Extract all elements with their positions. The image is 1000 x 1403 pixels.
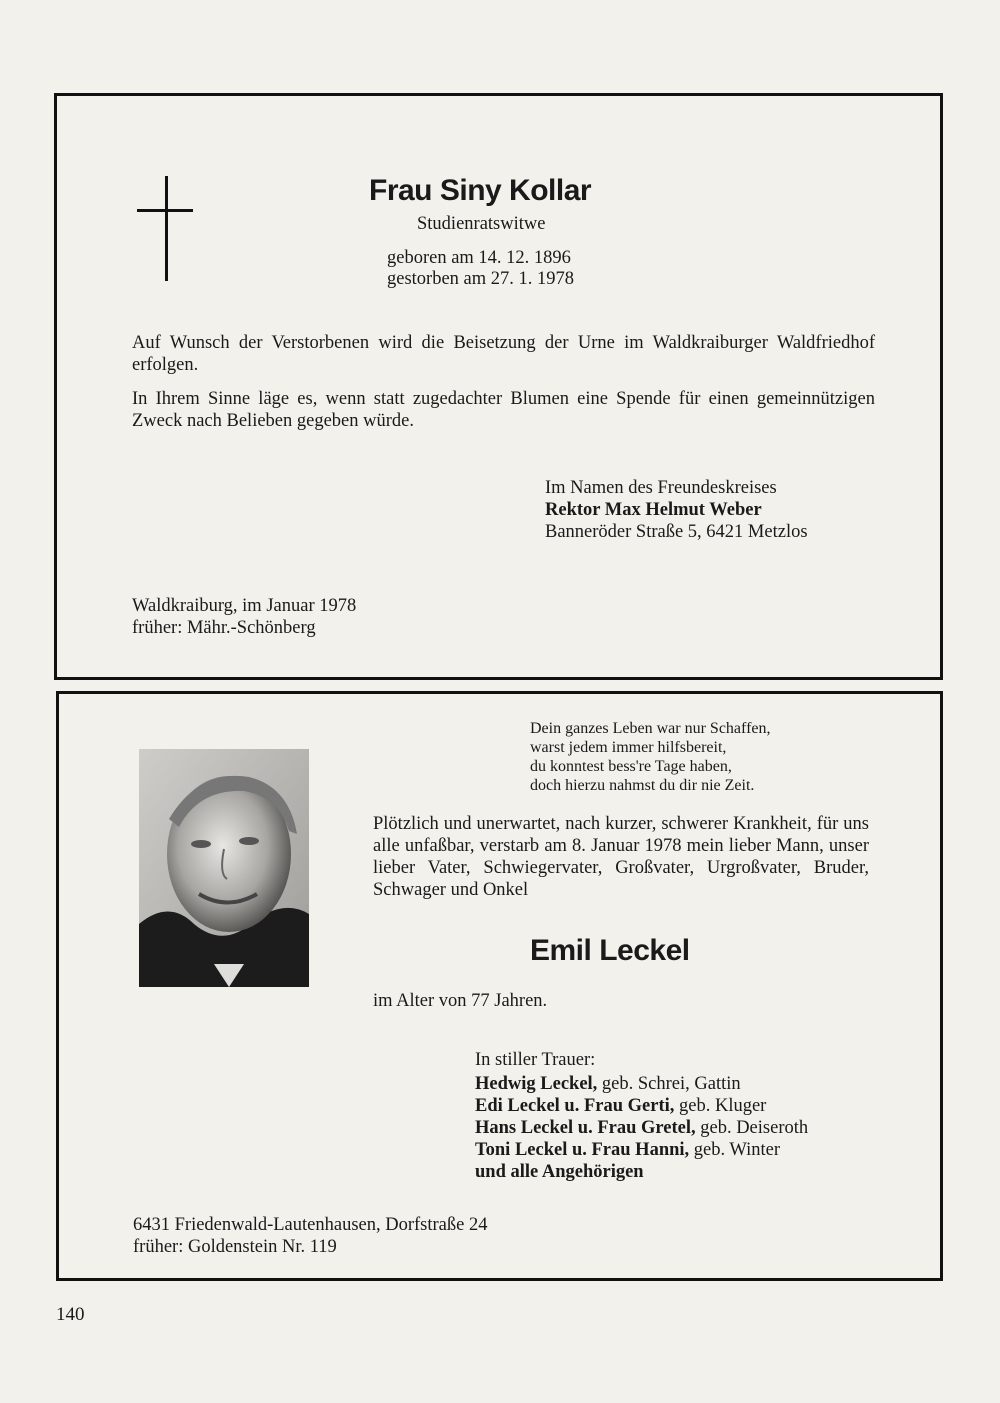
mourner-detail: geb. Winter [693, 1140, 781, 1160]
donation-paragraph: In Ihrem Sinne läge es, wenn statt zugedachter Blumen eine Spende für einen gemeinnützigen Zweck nach Belieben gegeben würde. [132, 389, 875, 431]
obituary-kollar [54, 93, 943, 680]
obituary-leckel [56, 691, 943, 1281]
death-date: gestorben am 27. 1. 1978 [387, 269, 575, 289]
mourner-name: Edi Leckel u. Frau Gerti, [475, 1096, 675, 1116]
former-place: früher: Goldenstein Nr. 119 [133, 1237, 337, 1257]
portrait-image [139, 749, 309, 987]
age-text: im Alter von 77 Jahren. [373, 991, 548, 1011]
mourner-line [475, 1161, 644, 1183]
mourner-name: und alle Angehörigen [475, 1162, 644, 1182]
poem-line-1: Dein ganzes Leben war nur Schaffen, [530, 720, 771, 737]
announcement-text: Plötzlich und unerwartet, nach kurzer, schwerer Krankheit, für uns alle unfaßbar, verstarb am 8. Januar 1978 mein lieber Mann, unser lieber Vater, Schwiegervater, Großvater, Urgroßvater, Bruder, Schwager und Onkel [373, 814, 869, 900]
signature-name: Rektor Max Helmut Weber [545, 500, 762, 520]
signature-address: Banneröder Straße 5, 6421 Metzlos [545, 522, 808, 542]
address: 6431 Friedenwald-Lautenhausen, Dorfstraße 24 [133, 1215, 488, 1235]
mourner-line [475, 1139, 780, 1161]
portrait-photo [139, 749, 309, 987]
page-number: 140 [56, 1304, 85, 1325]
poem-line-3: du konntest bess're Tage haben, [530, 758, 732, 775]
mourner-line [475, 1073, 741, 1095]
place-date: Waldkraiburg, im Januar 1978 [132, 596, 357, 616]
poem-line-4: doch hierzu nahmst du dir nie Zeit. [530, 777, 755, 794]
mourner-line [475, 1095, 766, 1117]
deceased-name: Frau Siny Kollar [369, 174, 592, 207]
mourner-detail: geb. Schrei, Gattin [601, 1074, 741, 1094]
cross-icon-bar [137, 209, 193, 212]
mourner-line [475, 1117, 808, 1139]
deceased-name: Emil Leckel [530, 934, 690, 967]
poem-line-2: warst jedem immer hilfsbereit, [530, 739, 727, 756]
mourner-name: Hedwig Leckel, [475, 1074, 598, 1094]
signature-intro: Im Namen des Freundeskreises [545, 478, 777, 498]
birth-date: geboren am 14. 12. 1896 [387, 248, 571, 268]
mourner-name: Toni Leckel u. Frau Hanni, [475, 1140, 690, 1160]
mourner-name: Hans Leckel u. Frau Gretel, [475, 1118, 696, 1138]
cross-icon [165, 176, 168, 281]
burial-paragraph: Auf Wunsch der Verstorbenen wird die Beisetzung der Urne im Waldkraiburger Waldfriedhof erfolgen. [132, 333, 875, 375]
mourner-detail: geb. Deiseroth [700, 1118, 809, 1138]
mourning-intro: In stiller Trauer: [475, 1050, 596, 1070]
mourner-detail: geb. Kluger [679, 1096, 767, 1116]
former-place: früher: Mähr.-Schönberg [132, 618, 316, 638]
deceased-title: Studienratswitwe [417, 214, 546, 234]
